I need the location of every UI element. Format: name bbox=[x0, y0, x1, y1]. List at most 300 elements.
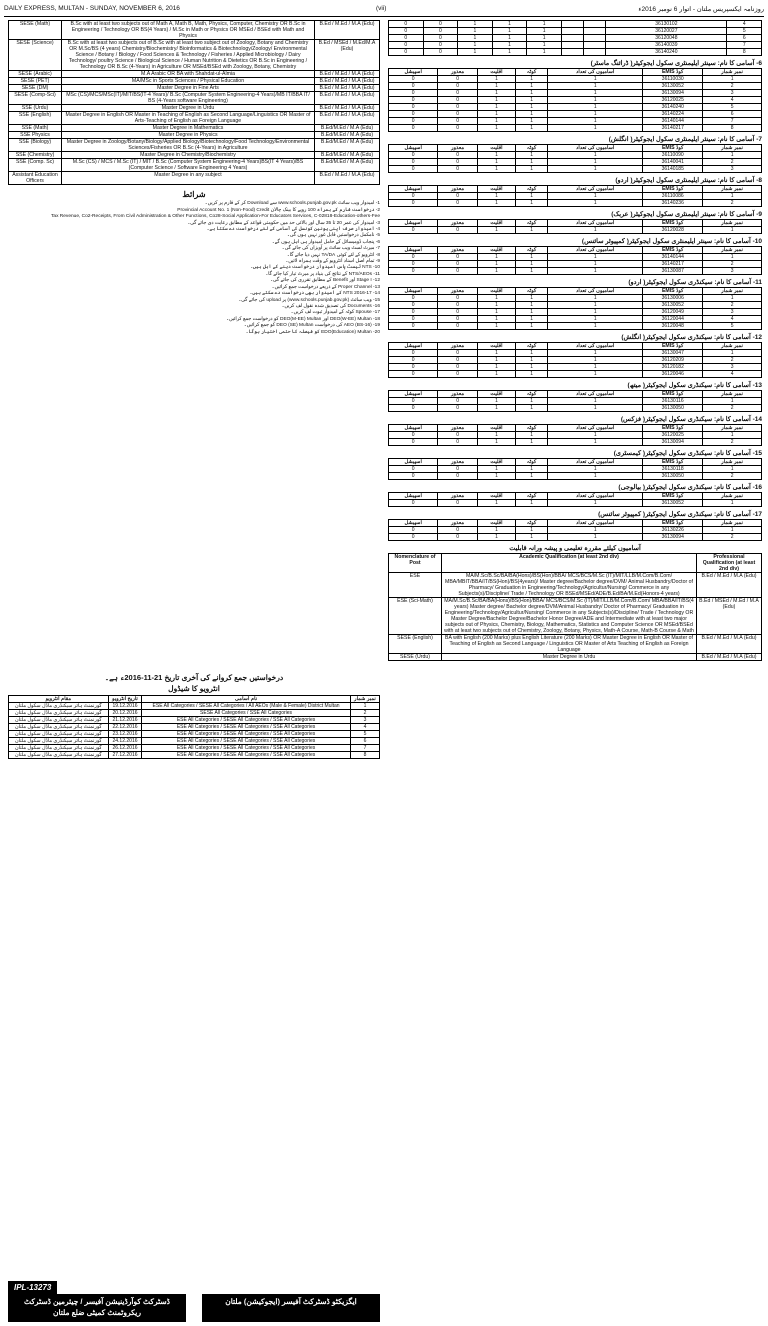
table-row bbox=[389, 439, 762, 446]
section-header: آسامیوں کی تعداد bbox=[548, 425, 643, 432]
table-cell: 0 bbox=[438, 405, 478, 412]
condition-item: 4- ‎امیدوار صرف اپنی یونین کونسل کی آسامی کے لئے درخواست دے سکتا ہے۔ bbox=[206, 227, 380, 233]
table-cell: 36130047 bbox=[643, 350, 703, 357]
table-cell: 1 bbox=[492, 21, 527, 28]
table-cell: 3 bbox=[703, 90, 762, 97]
table-cell: 1 bbox=[516, 254, 548, 261]
schedule-row bbox=[9, 724, 380, 731]
section-header-row bbox=[389, 520, 762, 527]
section-header: EMIS کوڈ bbox=[643, 425, 703, 432]
professional-qualification: B.Ed / M.Ed / M.A (Edu) bbox=[315, 105, 380, 112]
table-row bbox=[389, 261, 762, 268]
table-cell: 1 bbox=[477, 534, 515, 541]
section-header-row bbox=[389, 186, 762, 193]
table-row bbox=[389, 268, 762, 275]
interview-date: 19.12.2016 bbox=[108, 703, 141, 710]
professional-qualification: B.Ed / MSEd / M.Ed / M.A (Edu) bbox=[697, 598, 762, 635]
table-cell: 1 bbox=[477, 295, 515, 302]
table-cell: 5 bbox=[703, 323, 762, 330]
section-header: آسامیوں کی تعداد bbox=[548, 343, 643, 350]
section-title: 6- آسامی کا نام: سینئر ایلیمنٹری سکول ایجوکیٹر( ڈرائنگ ماسٹر) bbox=[590, 60, 762, 67]
table-cell: 0 bbox=[438, 268, 478, 275]
table-cell: 1 bbox=[477, 76, 515, 83]
table-cell: 1 bbox=[492, 35, 527, 42]
interview-venue: گورنمنٹ ہائر سیکنڈری ماڈل سکول ملتان bbox=[9, 717, 109, 724]
table-cell: 1 bbox=[516, 371, 548, 378]
table-cell bbox=[561, 42, 583, 49]
qual-row bbox=[9, 172, 380, 185]
interview-venue: گورنمنٹ ہائر سیکنڈری ماڈل سکول ملتان bbox=[9, 745, 109, 752]
table-cell: 1 bbox=[548, 350, 643, 357]
table-cell: 1 bbox=[477, 371, 515, 378]
table-row bbox=[389, 534, 762, 541]
table-cell: 1 bbox=[516, 323, 548, 330]
table-cell: 1 bbox=[516, 527, 548, 534]
academic-qualification: MSc (CS)/MCS/MSc(IT)/MIT/BS(IT-4 Years)/ B.Sc (Computer System Engineering-4 Years)/MB IT/BBA IT/ BS (4-Years software Engineering) bbox=[62, 92, 315, 105]
section-header: نمبر شمار bbox=[703, 247, 762, 254]
table-cell: 0 bbox=[438, 316, 478, 323]
section-title: 17- آسامی کا نام: سیکنڈری سکول ایجوکیٹر( کمپیوٹر سائنس) bbox=[598, 511, 762, 518]
section-header-row bbox=[389, 288, 762, 295]
schedule-header: مقام انٹرویو bbox=[9, 696, 109, 703]
table-cell: 1 bbox=[477, 159, 515, 166]
table-cell: 0 bbox=[389, 473, 438, 480]
table-row bbox=[389, 309, 762, 316]
serial-number: 6 bbox=[350, 738, 379, 745]
table-cell: 2 bbox=[703, 357, 762, 364]
table-cell: 6 bbox=[727, 35, 762, 42]
footer bbox=[8, 1270, 380, 1322]
condition-item: 2- ‎درخواست فارم کے ہمراہ 100 روپے کا بینک چالان Provincial Account No. 1 (Non-Food) Credit bbox=[177, 207, 380, 213]
table-cell: 5 bbox=[703, 104, 762, 111]
interview-venue: گورنمنٹ ہائر سیکنڈری ماڈل سکول ملتان bbox=[9, 731, 109, 738]
section-header: اسپیشل bbox=[389, 145, 438, 152]
table-cell: 0 bbox=[438, 152, 478, 159]
section-header: اسپیشل bbox=[389, 459, 438, 466]
section-header: EMIS کوڈ bbox=[643, 459, 703, 466]
table-cell: 0 bbox=[438, 466, 478, 473]
table-cell: 0 bbox=[389, 364, 438, 371]
table-cell: 3 bbox=[703, 309, 762, 316]
qual-header: Academic Qualification (at least 2nd div) bbox=[442, 554, 697, 573]
section-header: معذور bbox=[438, 459, 478, 466]
section-header: آسامیوں کی تعداد bbox=[548, 220, 643, 227]
section-header: اسپیشل bbox=[389, 520, 438, 527]
qualification-table-left bbox=[8, 20, 380, 185]
table-cell: 36120027 bbox=[606, 28, 727, 35]
post-section bbox=[388, 210, 762, 234]
post-name: SSE (Urdu) bbox=[9, 105, 62, 112]
table-cell: 0 bbox=[438, 309, 478, 316]
table-cell: 0 bbox=[389, 500, 438, 507]
table-cell: 1 bbox=[516, 76, 548, 83]
table-cell: 0 bbox=[438, 500, 478, 507]
academic-qualification: M.Sc (CS) / MCS / M.Sc (IT) / MIT / B.Sc (Computer System Engineering-4 Years)BS(IT 4 Years)/BS (Computer Science / Software Engineering 4 Years) bbox=[62, 159, 315, 172]
condition-item: 10- ‎NTS ٹیسٹ پاس امیدوار درخواست دینے کے اہل ہیں۔ bbox=[250, 265, 380, 271]
table-cell: 0 bbox=[389, 28, 424, 35]
post-name: SESE (PET) bbox=[9, 78, 62, 85]
qualification-table-right bbox=[388, 553, 762, 661]
serial-number: 4 bbox=[350, 724, 379, 731]
section-header: کوٹہ bbox=[516, 459, 548, 466]
table-cell: 0 bbox=[389, 527, 438, 534]
table-cell: 36140217 bbox=[643, 261, 703, 268]
table-cell: 1 bbox=[477, 111, 515, 118]
section-header: اسپیشل bbox=[389, 493, 438, 500]
professional-qualification: B.Ed / M.Ed / M.A (Edu) bbox=[697, 573, 762, 598]
table-cell: 0 bbox=[423, 35, 458, 42]
section-table bbox=[388, 185, 762, 207]
interview-date: 23.12.2016 bbox=[108, 731, 141, 738]
table-cell: 1 bbox=[703, 398, 762, 405]
academic-qualification: BA with English (200 Marks) plus English Literature (200 Marks) OR Master Degree in English OR Master of Teaching of English as Second Language / Linguistics OR Master of Arts Teaching of English as Foreign Language bbox=[442, 635, 697, 654]
table-cell: 0 bbox=[389, 227, 438, 234]
condition-item: 13- ‎Proper Channel کے ذریعے درخواست جمع کرائیں۔ bbox=[271, 284, 380, 290]
table-cell: 1 bbox=[477, 302, 515, 309]
section-header: نمبر شمار bbox=[703, 459, 762, 466]
section-title: 13- آسامی کا نام: سیکنڈری سکول ایجوکیٹر( میتھ) bbox=[627, 382, 762, 389]
schedule-row bbox=[9, 738, 380, 745]
table-cell: 1 bbox=[703, 500, 762, 507]
table-cell: 1 bbox=[703, 295, 762, 302]
table-cell: 0 bbox=[389, 83, 438, 90]
table-cell: 1 bbox=[548, 364, 643, 371]
academic-qualification: MA/MSc in Sports Sciences / Physical Education bbox=[62, 78, 315, 85]
table-row bbox=[389, 500, 762, 507]
post-name: ESE bbox=[389, 573, 442, 598]
table-cell: 36120046 bbox=[643, 371, 703, 378]
serial-number: 8 bbox=[350, 752, 379, 759]
post-name: SESE (Urdu) bbox=[389, 654, 442, 661]
table-row bbox=[389, 104, 762, 111]
table-cell: 1 bbox=[516, 159, 548, 166]
section-title: 7- آسامی کا نام: سینئر ایلیمنٹری سکول ایجوکیٹر( انگلش) bbox=[608, 136, 762, 143]
table-cell: 0 bbox=[438, 118, 478, 125]
table-cell: 0 bbox=[438, 111, 478, 118]
section-header: معذور bbox=[438, 288, 478, 295]
table-cell: 36140236 bbox=[643, 200, 703, 207]
section-header: نمبر شمار bbox=[703, 220, 762, 227]
section-title: 14- آسامی کا نام: سیکنڈری سکول ایجوکیٹر( فزکس) bbox=[620, 416, 762, 423]
section-header-row bbox=[389, 145, 762, 152]
signature-left: ڈسٹرکٹ کوآرڈینیشن آفیسر / چیئرمین ڈسٹرکٹ ریکروٹمنٹ کمیٹی ضلع ملتان bbox=[8, 1294, 186, 1322]
table-cell: 36130094 bbox=[643, 534, 703, 541]
table-cell: 1 bbox=[516, 432, 548, 439]
table-cell: 1 bbox=[477, 90, 515, 97]
schedule-header: نمبر شمار bbox=[350, 696, 379, 703]
table-cell: 36140224 bbox=[643, 111, 703, 118]
section-header: نمبر شمار bbox=[703, 69, 762, 76]
table-cell: 36130052 bbox=[643, 500, 703, 507]
section-header: اسپیشل bbox=[389, 69, 438, 76]
table-cell: 1 bbox=[703, 466, 762, 473]
table-row bbox=[389, 193, 762, 200]
table-cell: 4 bbox=[703, 97, 762, 104]
ipl-number: IPL-13273 bbox=[8, 1281, 57, 1294]
table-row bbox=[389, 111, 762, 118]
table-row bbox=[389, 302, 762, 309]
post-name: SSE Physics bbox=[9, 132, 62, 139]
section-header: EMIS کوڈ bbox=[643, 288, 703, 295]
table-row bbox=[389, 97, 762, 104]
table-cell: 1 bbox=[703, 432, 762, 439]
interview-venue: گورنمنٹ ہائر سیکنڈری ماڈل سکول ملتان bbox=[9, 724, 109, 731]
table-cell: 1 bbox=[516, 152, 548, 159]
table-cell: 0 bbox=[438, 254, 478, 261]
table-row bbox=[389, 166, 762, 173]
table-cell: 1 bbox=[477, 309, 515, 316]
section-title: 8- آسامی کا نام: سینئر ایلیمنٹری سکول ایجوکیٹر( اردو) bbox=[615, 177, 762, 184]
table-cell: 1 bbox=[458, 49, 493, 56]
table-cell: 1 bbox=[477, 364, 515, 371]
condition-item: 6- ‎پنجاب ڈومیسائل کے حامل امیدوار ہی اہل ہوں گے۔ bbox=[271, 239, 380, 245]
table-cell: 0 bbox=[438, 193, 478, 200]
table-cell: 1 bbox=[548, 118, 643, 125]
table-row bbox=[389, 357, 762, 364]
qual-row bbox=[9, 125, 380, 132]
table-row bbox=[389, 76, 762, 83]
table-cell: 1 bbox=[516, 302, 548, 309]
table-cell: 36130052 bbox=[643, 83, 703, 90]
post-section bbox=[388, 483, 762, 507]
table-cell: 1 bbox=[548, 261, 643, 268]
table-cell: 1 bbox=[548, 254, 643, 261]
schedule-row bbox=[9, 703, 380, 710]
table-cell: 0 bbox=[389, 534, 438, 541]
section-header: کوٹہ bbox=[516, 520, 548, 527]
post-name: SESE (Arabic) bbox=[9, 71, 62, 78]
academic-qualification: Master Degree in Zoology/Botany/Biology/Applied Biology/Biotechnology/Food Technology/Environmental Sciences/Fisheries OR B.Sc (4-Years) in Agriculture bbox=[62, 139, 315, 152]
condition-item: 5- ‎نامکمل درخواستیں قابل غور نہیں ہوں گی۔ bbox=[287, 233, 380, 239]
table-cell: 1 bbox=[477, 97, 515, 104]
section-header-row bbox=[389, 493, 762, 500]
table-cell: 2 bbox=[703, 200, 762, 207]
table-cell: 1 bbox=[477, 227, 515, 234]
table-cell: 1 bbox=[516, 405, 548, 412]
section-header: آسامیوں کی تعداد bbox=[548, 459, 643, 466]
table-cell: 1 bbox=[516, 439, 548, 446]
table-cell: 1 bbox=[548, 316, 643, 323]
table-cell: 1 bbox=[703, 152, 762, 159]
section-table bbox=[388, 68, 762, 132]
left-column bbox=[8, 20, 380, 1322]
post-name: ESE (Sci-Math) bbox=[389, 598, 442, 635]
table-cell: 7 bbox=[703, 118, 762, 125]
table-cell: 0 bbox=[389, 309, 438, 316]
table-cell: 36110090 bbox=[643, 152, 703, 159]
table-cell: 1 bbox=[516, 534, 548, 541]
table-cell: 0 bbox=[389, 316, 438, 323]
table-cell: 1 bbox=[477, 261, 515, 268]
table-row bbox=[389, 227, 762, 234]
condition-item: 1- ‎امیدوار ویب سائٹ www.schools.punjab.gov.pk سے Download کر کے فارم پر کریں۔ bbox=[204, 201, 380, 207]
table-cell: 1 bbox=[458, 28, 493, 35]
professional-qualification: B.Ed / M.Ed / M.A (Edu) bbox=[697, 635, 762, 654]
section-header: آسامیوں کی تعداد bbox=[548, 69, 643, 76]
section-table bbox=[388, 287, 762, 330]
table-cell: 1 bbox=[548, 323, 643, 330]
table-cell: 36120028 bbox=[643, 227, 703, 234]
section-header: اقلیت bbox=[477, 459, 515, 466]
qual-row bbox=[9, 159, 380, 172]
condition-item: 7- ‎میرٹ لسٹ ویب سائٹ پر آویزاں کی جائے گی۔ bbox=[281, 246, 380, 252]
professional-qualification: B.Ed / M.Ed / M.A (Edu) bbox=[315, 85, 380, 92]
table-cell: 36120025 bbox=[643, 97, 703, 104]
section-header: EMIS کوڈ bbox=[643, 520, 703, 527]
table-cell: 1 bbox=[477, 152, 515, 159]
table-cell: 36120025 bbox=[643, 432, 703, 439]
section-table bbox=[388, 519, 762, 541]
post-name: SESE (DM) bbox=[9, 85, 62, 92]
table-cell: 0 bbox=[438, 302, 478, 309]
section-header: آسامیوں کی تعداد bbox=[548, 186, 643, 193]
table-cell: 1 bbox=[703, 350, 762, 357]
table-cell: 36130102 bbox=[606, 21, 727, 28]
interview-post: ESE All Categories / SESE All Categories / SSE All Categories bbox=[142, 745, 351, 752]
table-cell: 0 bbox=[389, 254, 438, 261]
table-cell: 36140240 bbox=[643, 104, 703, 111]
table-cell: 1 bbox=[477, 254, 515, 261]
interview-post: ESE All Categories / SESE All Categories / SSE All Categories bbox=[142, 724, 351, 731]
table-cell: 1 bbox=[477, 466, 515, 473]
section-header-row bbox=[389, 220, 762, 227]
section-header: نمبر شمار bbox=[703, 288, 762, 295]
interview-post: ESE All Categories / SESE All Categories / SSE All Categories bbox=[142, 752, 351, 759]
section-header: آسامیوں کی تعداد bbox=[548, 493, 643, 500]
section-header: کوٹہ bbox=[516, 220, 548, 227]
table-cell: 0 bbox=[438, 83, 478, 90]
serial-number: 7 bbox=[350, 745, 379, 752]
table-cell: 1 bbox=[492, 28, 527, 35]
professional-qualification: B.Ed / M.Ed / M.A (Edu) bbox=[315, 92, 380, 105]
interview-post: ESE All Categories / SESE All Categories / SSE All Categories bbox=[142, 731, 351, 738]
table-cell: 1 bbox=[516, 268, 548, 275]
table-cell: 0 bbox=[438, 473, 478, 480]
table-cell: 36140144 bbox=[643, 254, 703, 261]
table-cell: 1 bbox=[477, 432, 515, 439]
table-cell: 36140041 bbox=[643, 159, 703, 166]
table-cell: 0 bbox=[389, 261, 438, 268]
section-title: 12- آسامی کا نام: سیکنڈری سکول ایجوکیٹر( انگلش) bbox=[621, 334, 762, 341]
table-cell: 36110030 bbox=[643, 76, 703, 83]
table-row bbox=[389, 350, 762, 357]
table-row bbox=[389, 398, 762, 405]
table-cell: 36120048 bbox=[643, 323, 703, 330]
table-row bbox=[389, 42, 762, 49]
table-cell: 1 bbox=[458, 35, 493, 42]
interview-date: 26.12.2016 bbox=[108, 745, 141, 752]
condition-item: 18- ‎DEO(W-EE) Multan اور DEO(M-EE) Multan کو درخواست جمع کرائیں۔ bbox=[226, 316, 380, 322]
table-row bbox=[389, 118, 762, 125]
professional-qualification: B.Ed/M.Ed / M.A (Edu) bbox=[315, 139, 380, 152]
table-cell bbox=[561, 21, 583, 28]
table-cell: 1 bbox=[516, 357, 548, 364]
professional-qualification: B.Ed / M.Ed / M.A (Edu) bbox=[315, 112, 380, 125]
table-cell: 0 bbox=[389, 21, 424, 28]
qualification-title-right: آسامیوں کیلئے مقررہ تعلیمی و پیشہ ورانہ قابلیت bbox=[509, 545, 641, 552]
table-cell: 0 bbox=[438, 104, 478, 111]
qual-row bbox=[9, 40, 380, 71]
table-cell: 1 bbox=[477, 118, 515, 125]
table-cell: 0 bbox=[389, 104, 438, 111]
table-row bbox=[389, 159, 762, 166]
table-row bbox=[389, 152, 762, 159]
table-cell: 0 bbox=[438, 439, 478, 446]
post-section bbox=[388, 449, 762, 480]
table-cell: 1 bbox=[548, 309, 643, 316]
table-cell: 1 bbox=[516, 118, 548, 125]
table-cell: 1 bbox=[516, 398, 548, 405]
section-header: معذور bbox=[438, 186, 478, 193]
table-cell: 0 bbox=[389, 200, 438, 207]
table-cell: 36140185 bbox=[643, 166, 703, 173]
table-cell: 2 bbox=[703, 159, 762, 166]
table-cell: 4 bbox=[703, 316, 762, 323]
table-cell: 1 bbox=[548, 432, 643, 439]
section-header: EMIS کوڈ bbox=[643, 145, 703, 152]
table-cell: 0 bbox=[389, 371, 438, 378]
professional-qualification: B.Ed / MSEd / M.Ed/M.A (Edu) bbox=[315, 40, 380, 71]
table-cell: 1 bbox=[548, 193, 643, 200]
interview-venue: گورنمنٹ ہائر سیکنڈری ماڈل سکول ملتان bbox=[9, 710, 109, 717]
table-row bbox=[389, 364, 762, 371]
section-header: EMIS کوڈ bbox=[643, 186, 703, 193]
table-cell: 36130087 bbox=[643, 268, 703, 275]
table-cell: 1 bbox=[548, 527, 643, 534]
section-header: کوٹہ bbox=[516, 247, 548, 254]
table-cell: 1 bbox=[548, 104, 643, 111]
table-cell: 1 bbox=[477, 268, 515, 275]
condition-item: 8- ‎انٹرویو کے لئے کوئی TA/DA نہیں دیا جائے گا۔ bbox=[286, 252, 380, 258]
table-cell: 1 bbox=[703, 227, 762, 234]
interview-post: ESE All Categories / SESE All Categories / All AEOs (Male & Female) District Multan bbox=[142, 703, 351, 710]
table-cell: 1 bbox=[527, 49, 562, 56]
condition-item: 19- ‎AEO (BS-16) کی درخواست DEO (SE) Multan کو جمع کرائیں۔ bbox=[243, 323, 380, 329]
academic-qualification: Master Degree in Urdu bbox=[442, 654, 697, 661]
section-header: اقلیت bbox=[477, 247, 515, 254]
interview-schedule-table bbox=[8, 695, 380, 759]
section-header: آسامیوں کی تعداد bbox=[548, 145, 643, 152]
table-cell: 1 bbox=[548, 200, 643, 207]
section-header: EMIS کوڈ bbox=[643, 220, 703, 227]
table-cell: 1 bbox=[477, 166, 515, 173]
table-cell: 2 bbox=[703, 261, 762, 268]
table-cell: 0 bbox=[438, 90, 478, 97]
table-cell: 1 bbox=[516, 83, 548, 90]
table-cell: 36130116 bbox=[643, 398, 703, 405]
academic-qualification: Master Degree in any subject bbox=[62, 172, 315, 185]
qual-row bbox=[9, 21, 380, 40]
table-cell: 1 bbox=[548, 97, 643, 104]
table-cell: 1 bbox=[516, 104, 548, 111]
table-cell bbox=[561, 35, 583, 42]
section-header: نمبر شمار bbox=[703, 343, 762, 350]
table-cell: 36130118 bbox=[643, 466, 703, 473]
table-cell: 36140217 bbox=[643, 125, 703, 132]
table-cell: 5 bbox=[727, 28, 762, 35]
table-cell: 1 bbox=[548, 371, 643, 378]
table-cell: 1 bbox=[548, 534, 643, 541]
table-cell: 1 bbox=[516, 500, 548, 507]
academic-qualification: Master Degree in Chemistry/Biochemistry bbox=[62, 152, 315, 159]
interview-date: 21.12.2016 bbox=[108, 717, 141, 724]
table-cell: 0 bbox=[389, 166, 438, 173]
table-cell: 1 bbox=[477, 200, 515, 207]
section-header: اقلیت bbox=[477, 220, 515, 227]
schedule-row bbox=[9, 752, 380, 759]
table-cell: 1 bbox=[516, 125, 548, 132]
table-cell: 1 bbox=[516, 309, 548, 316]
